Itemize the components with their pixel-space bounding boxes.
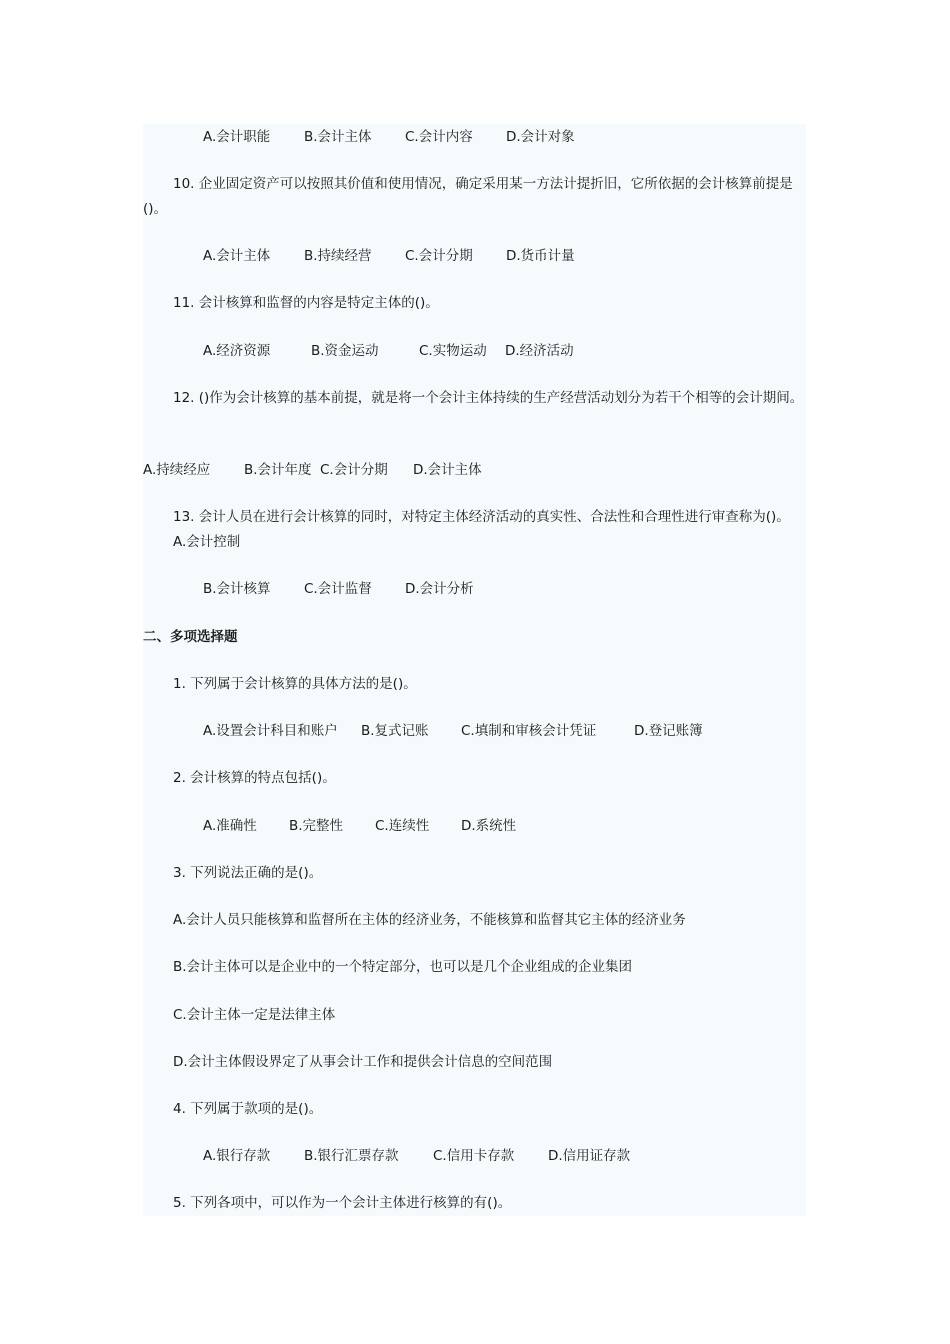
m4-option-b: B.银行汇票存款 (304, 1148, 399, 1164)
m1-option-a: A.设置会计科目和账户 (203, 723, 338, 739)
q9-option-a: A.会计职能 (203, 129, 271, 145)
m2-option-a: A.准确性 (203, 818, 257, 834)
q13-question-text: 13. 会计人员在进行会计核算的同时，对特定主体经济活动的真实性、合法性和合理性进行审查称为()。 (173, 509, 790, 525)
q12-option-a: A.持续经应 (143, 462, 211, 478)
q11-option-a: A.经济资源 (203, 343, 271, 359)
m2-option-b: B.完整性 (289, 818, 344, 834)
m1-option-d: D.登记账簿 (634, 723, 703, 739)
m2-option-d: D.系统性 (461, 818, 517, 834)
q9-option-c: C.会计内容 (405, 129, 473, 145)
q12-option-c: C.会计分期 (320, 462, 388, 478)
m2-option-c: C.连续性 (375, 818, 430, 834)
m4-option-d: D.信用证存款 (548, 1148, 631, 1164)
q9-options (143, 125, 806, 149)
q10-option-d: D.货币计量 (506, 248, 575, 264)
m2-options (143, 814, 806, 838)
q10-question: 10. 企业固定资产可以按照其价值和使用情况，确定采用某一方法计提折旧，它所依据的会计核算前提是()。 (143, 176, 793, 217)
m3-option-b: B.会计主体可以是企业中的一个特定部分，也可以是几个企业组成的企业集团 (173, 959, 633, 975)
q12-option-b: B.会计年度 (244, 462, 312, 478)
m1-question: 1. 下列属于会计核算的具体方法的是()。 (173, 676, 417, 692)
m4-option-c: C.信用卡存款 (433, 1148, 515, 1164)
m2-question: 2. 会计核算的特点包括()。 (173, 770, 336, 786)
m4-options (143, 1144, 806, 1168)
q13-options (143, 577, 806, 601)
q13-option-c: C.会计监督 (304, 581, 372, 597)
q12-option-d: D.会计主体 (413, 462, 482, 478)
q9-option-d: D.会计对象 (506, 129, 575, 145)
q12-question: 12. ()作为会计核算的基本前提，就是将一个会计主体持续的生产经营活动划分为若干个相等的会计期间。 (173, 390, 804, 406)
q10-option-c: C.会计分期 (405, 248, 473, 264)
q11-option-c: C.实物运动 (419, 343, 487, 359)
section-heading: 二、多项选择题 (143, 629, 238, 645)
q13-question (143, 505, 806, 555)
q13-option-a: A.会计控制 (173, 534, 241, 550)
m1-option-b: B.复式记账 (361, 723, 429, 739)
q13-option-d: D.会计分析 (405, 581, 474, 597)
m1-option-c: C.填制和审核会计凭证 (461, 723, 597, 739)
q13-option-b: B.会计核算 (203, 581, 271, 597)
m3-option-c: C.会计主体一定是法律主体 (173, 1007, 336, 1023)
m3-option-d: D.会计主体假设界定了从事会计工作和提供会计信息的空间范围 (173, 1054, 553, 1070)
m1-options (143, 719, 806, 743)
q12-options (143, 458, 806, 482)
q11-option-d: D.经济活动 (505, 343, 574, 359)
m3-option-a: A.会计人员只能核算和监督所在主体的经济业务，不能核算和监督其它主体的经济业务 (173, 912, 686, 928)
q11-option-b: B.资金运动 (311, 343, 379, 359)
q10-options (143, 244, 806, 268)
q9-option-b: B.会计主体 (304, 129, 372, 145)
q11-options (143, 339, 806, 363)
q10-option-b: B.持续经营 (304, 248, 372, 264)
q10-option-a: A.会计主体 (203, 248, 271, 264)
m5-question: 5. 下列各项中，可以作为一个会计主体进行核算的有()。 (173, 1195, 512, 1211)
m4-option-a: A.银行存款 (203, 1148, 271, 1164)
m4-question: 4. 下列属于款项的是()。 (173, 1101, 323, 1117)
q11-question: 11. 会计核算和监督的内容是特定主体的()。 (173, 295, 439, 311)
m3-question: 3. 下列说法正确的是()。 (173, 865, 323, 881)
